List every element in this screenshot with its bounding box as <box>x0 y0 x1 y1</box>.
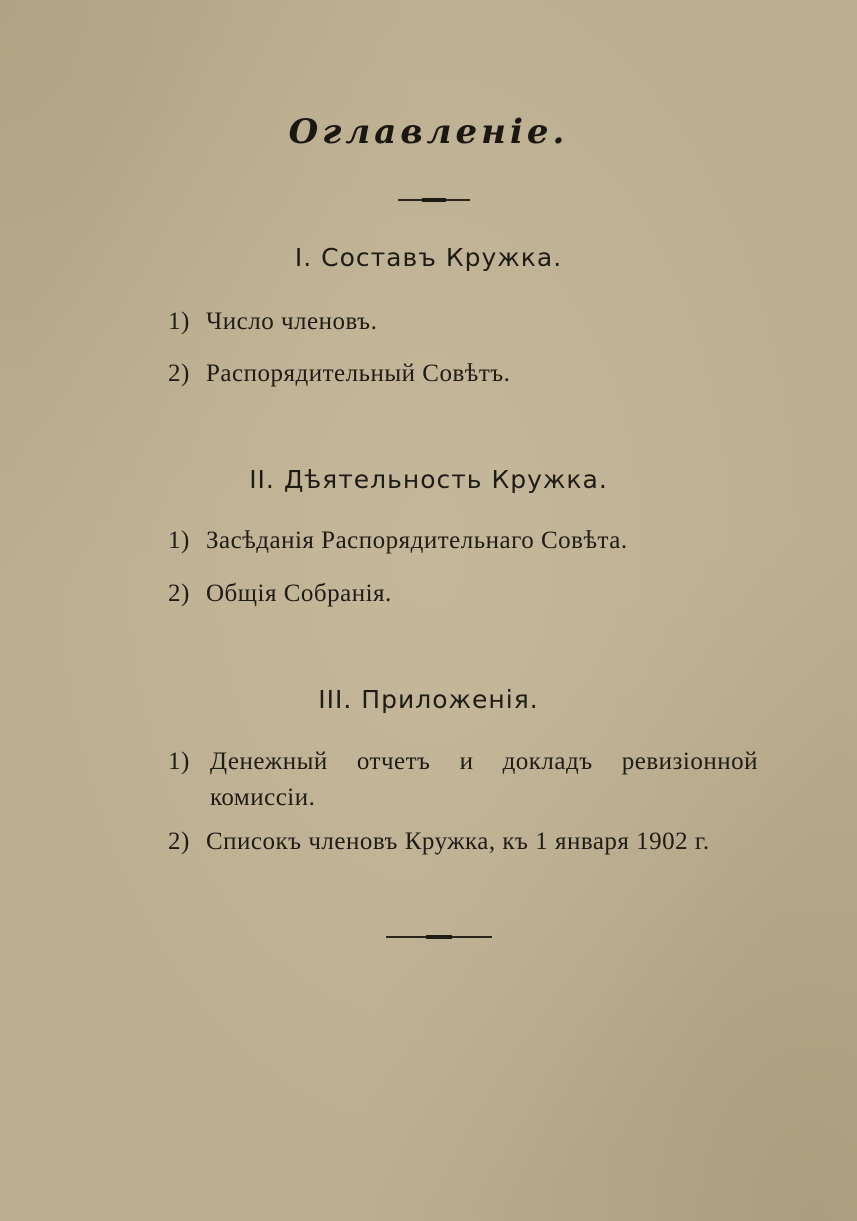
toc-item <box>168 580 392 608</box>
toc-item-text: Денежный отчетъ и докладъ ревизіонной комиссіи. <box>210 748 758 811</box>
toc-item <box>168 828 710 856</box>
toc-item-number: 1) <box>168 308 190 335</box>
toc-item-number: 1) <box>168 748 190 775</box>
toc-item-number: 1) <box>168 527 190 554</box>
toc-item <box>168 308 377 336</box>
toc-item-text: Общія Собранія. <box>206 580 392 607</box>
toc-item-number: 2) <box>168 580 190 607</box>
toc-item-text: Засѣданія Распорядительнаго Совѣта. <box>206 527 628 554</box>
toc-item-text: Списокъ членовъ Кружка, къ 1 января 1902 г. <box>206 828 710 855</box>
toc-item-text: Число членовъ. <box>206 308 378 335</box>
toc-item-number: 2) <box>168 828 190 855</box>
end-divider <box>386 936 492 938</box>
toc-item <box>168 360 510 388</box>
section-heading-1: I. Составъ Кружка. <box>294 243 563 272</box>
title-divider <box>398 199 470 201</box>
section-heading-3: III. Приложенія. <box>318 685 539 714</box>
toc-item-text: Распорядительный Совѣтъ. <box>206 360 511 387</box>
toc-item <box>168 744 758 816</box>
toc-item-number: 2) <box>168 360 190 387</box>
toc-item <box>168 527 628 555</box>
section-heading-2: II. Дѣятельность Кружка. <box>249 465 608 494</box>
page-title: Оглавленіе. <box>288 112 569 152</box>
